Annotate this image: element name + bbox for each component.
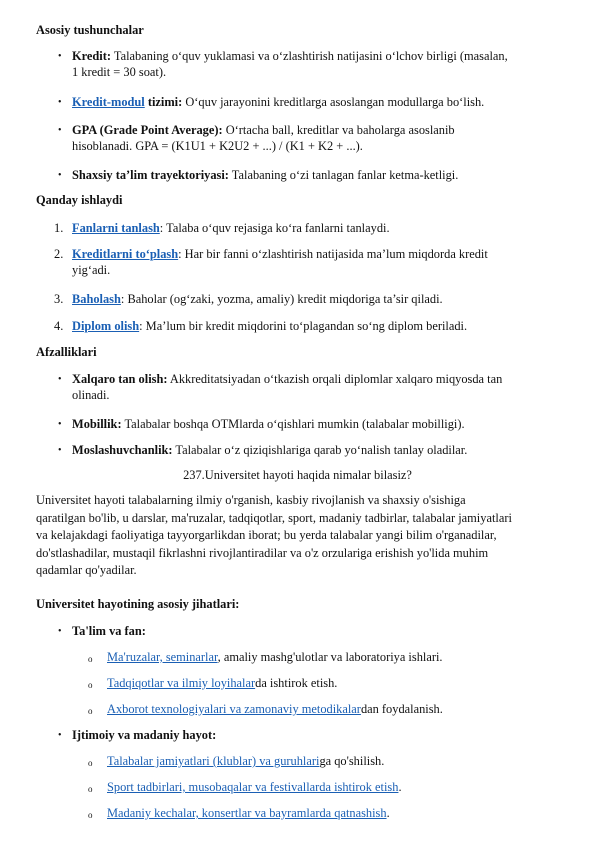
section-heading-univ-aspects: Universitet hayotining asosiy jihatlari: xyxy=(36,597,240,611)
aspect-sub-text: da ishtirok etish. xyxy=(255,676,338,690)
bullet-icon: • xyxy=(58,170,62,181)
intro-line: va kelajakdagi faoliyatiga tayyorgarlikdan iborat; bu yerda talabalar yangi bilim o'rganadilar, xyxy=(36,528,497,542)
cultural-events-link[interactable]: Madaniy kechalar, konsertlar va bayramlarda qatnashish xyxy=(107,806,387,820)
sub-bullet-icon: o xyxy=(88,810,93,820)
bullet-icon: • xyxy=(58,419,62,430)
concept-item-credit-module xyxy=(72,94,572,110)
aspect-sub-text: ga qo'shilish. xyxy=(319,754,385,768)
step-text: : Talaba o‘quv rejasiga ko‘ra fanlarni tanlaydi. xyxy=(159,221,390,235)
aspect-title-social: Ijtimoiy va madaniy hayot: xyxy=(72,728,217,742)
sub-bullet-icon: o xyxy=(88,784,93,794)
bullet-icon: • xyxy=(58,445,62,456)
step-text: : Ma’lum bir kredit miqdorini to‘plagandan so‘ng diplom beriladi. xyxy=(139,319,468,333)
step-text-cont: yig‘adi. xyxy=(72,263,111,277)
research-projects-link[interactable]: Tadqiqotlar va ilmiy loyihalar xyxy=(107,676,256,690)
step-link-diploma[interactable]: Diplom olish xyxy=(72,319,140,333)
advantage-text: Akkreditatsiyadan o‘tkazish orqali diplomlar xalqaro miqyosda tan xyxy=(167,372,503,386)
bullet-icon: • xyxy=(58,626,62,637)
aspect-title-education: Ta'lim va fan: xyxy=(72,624,146,638)
advantage-item xyxy=(72,416,572,432)
step-item xyxy=(72,318,572,334)
step-number: 3. xyxy=(54,292,64,306)
sub-bullet-icon: o xyxy=(88,680,93,690)
advantage-text-cont: olinadi. xyxy=(72,388,110,402)
intro-line: qadamlar qo'yadilar. xyxy=(36,563,137,577)
aspect-sub-item xyxy=(107,805,577,821)
step-item xyxy=(72,291,572,307)
concept-text: O‘quv jarayonini kreditlarga asoslangan modullarga bo‘lish. xyxy=(182,95,485,109)
bullet-icon: • xyxy=(58,125,62,136)
step-link-choose-subjects[interactable]: Fanlarni tanlash xyxy=(72,221,160,235)
advantage-term: Xalqaro tan olish: xyxy=(72,372,168,386)
step-item xyxy=(72,246,572,278)
aspect-sub-item xyxy=(107,649,577,665)
concept-text: Talabaning o‘quv yuklamasi va o‘zlashtirish natijasini o‘lchov birligi (masalan, xyxy=(111,49,508,63)
lectures-seminars-link[interactable]: Ma'ruzalar, seminarlar xyxy=(107,650,218,664)
concept-text-cont: 1 kredit = 30 soat). xyxy=(72,65,167,79)
bullet-icon: • xyxy=(58,97,62,108)
advantage-item xyxy=(72,442,572,458)
aspect-sub-text: dan foydalanish. xyxy=(360,702,443,716)
advantage-text: Talabalar o‘z qiziqishlariga qarab yo‘nalish tanlay oladilar. xyxy=(172,443,468,457)
step-text: : Har bir fanni o‘zlashtirish natijasida ma’lum miqdorda kredit xyxy=(178,247,488,261)
student-clubs-link[interactable]: Talabalar jamiyatlari (klublar) va guruhlari xyxy=(107,754,320,768)
aspect-sub-item xyxy=(107,675,577,691)
step-text: : Baholar (og‘zaki, yozma, amaliy) kredit miqdoriga ta’sir qiladi. xyxy=(120,292,443,306)
sub-bullet-icon: o xyxy=(88,654,93,664)
intro-line: do'stlashadilar, mustaqil fikrlashni rivojlantiradilar va o'z orzulariga erishish yo'lida muhim xyxy=(36,545,489,560)
bullet-icon: • xyxy=(58,374,62,385)
aspect-sub-item xyxy=(107,753,577,769)
sub-bullet-icon: o xyxy=(88,706,93,716)
concept-text: O‘rtacha ball, kreditlar va baholarga asoslanib xyxy=(222,123,455,137)
section-heading-how-it-works: Qanday ishlaydi xyxy=(36,193,123,207)
intro-paragraph xyxy=(36,492,576,580)
step-number: 1. xyxy=(54,221,64,235)
advantage-text: Talabalar boshqa OTMlarda o‘qishlari mumkin (talabalar mobilligi). xyxy=(121,417,465,431)
aspect-sub-text: . xyxy=(386,806,390,820)
section-heading-advantages: Afzalliklari xyxy=(36,345,97,359)
section-heading-basic-concepts: Asosiy tushunchalar xyxy=(36,23,144,37)
step-item xyxy=(72,220,572,236)
step-number: 2. xyxy=(54,247,64,261)
advantage-term: Mobillik: xyxy=(72,417,122,431)
advantage-item xyxy=(72,371,572,403)
sport-events-link[interactable]: Sport tadbirlari, musobaqalar va festivallarda ishtirok etish xyxy=(107,780,399,794)
advantage-term: Moslashuvchanlik: xyxy=(72,443,173,457)
concept-text: Talabaning o‘zi tanlagan fanlar ketma-ketligi. xyxy=(228,168,459,182)
aspect-sub-text: , amaliy mashg'ulotlar va laboratoriya ishlari. xyxy=(217,650,443,664)
concept-item-gpa xyxy=(72,122,572,154)
concept-item-credit xyxy=(72,48,572,80)
concept-term: GPA (Grade Point Average): xyxy=(72,123,223,137)
it-methods-link[interactable]: Axborot texnologiyalari va zamonaviy metodikalar xyxy=(107,702,361,716)
step-number: 4. xyxy=(54,319,64,333)
concept-term: Kredit: xyxy=(72,49,111,63)
intro-line: qaratilgan bo'lib, u darslar, ma'ruzalar, tadqiqotlar, sport, madaniy tadbirlar, talabalar jamiyatlari xyxy=(36,510,512,525)
step-link-grading[interactable]: Baholash xyxy=(72,292,121,306)
intro-line: Universitet hayoti talabalarning ilmiy o'rganish, kasbiy rivojlanish va shaxsiy o'sishiga xyxy=(36,493,466,507)
concept-text-cont: hisoblanadi. GPA = (K1U1 + K2U2 + ...) / (K1 + K2 + ...). xyxy=(72,139,363,153)
concept-term: Shaxsiy ta’lim trayektoriyasi: xyxy=(72,168,229,182)
bullet-icon: • xyxy=(58,730,62,741)
question-title: 237.Universitet hayoti haqida nimalar bilasiz? xyxy=(183,468,412,482)
bullet-icon: • xyxy=(58,51,62,62)
step-link-collect-credits[interactable]: Kreditlarni to‘plash xyxy=(72,247,179,261)
concept-item-trajectory xyxy=(72,167,572,183)
sub-bullet-icon: o xyxy=(88,758,93,768)
credit-module-link[interactable]: Kredit-modul xyxy=(72,95,145,109)
concept-term: tizimi: xyxy=(144,95,183,109)
aspect-sub-item xyxy=(107,701,577,717)
aspect-sub-item xyxy=(107,779,577,795)
aspect-sub-text: . xyxy=(398,780,402,794)
